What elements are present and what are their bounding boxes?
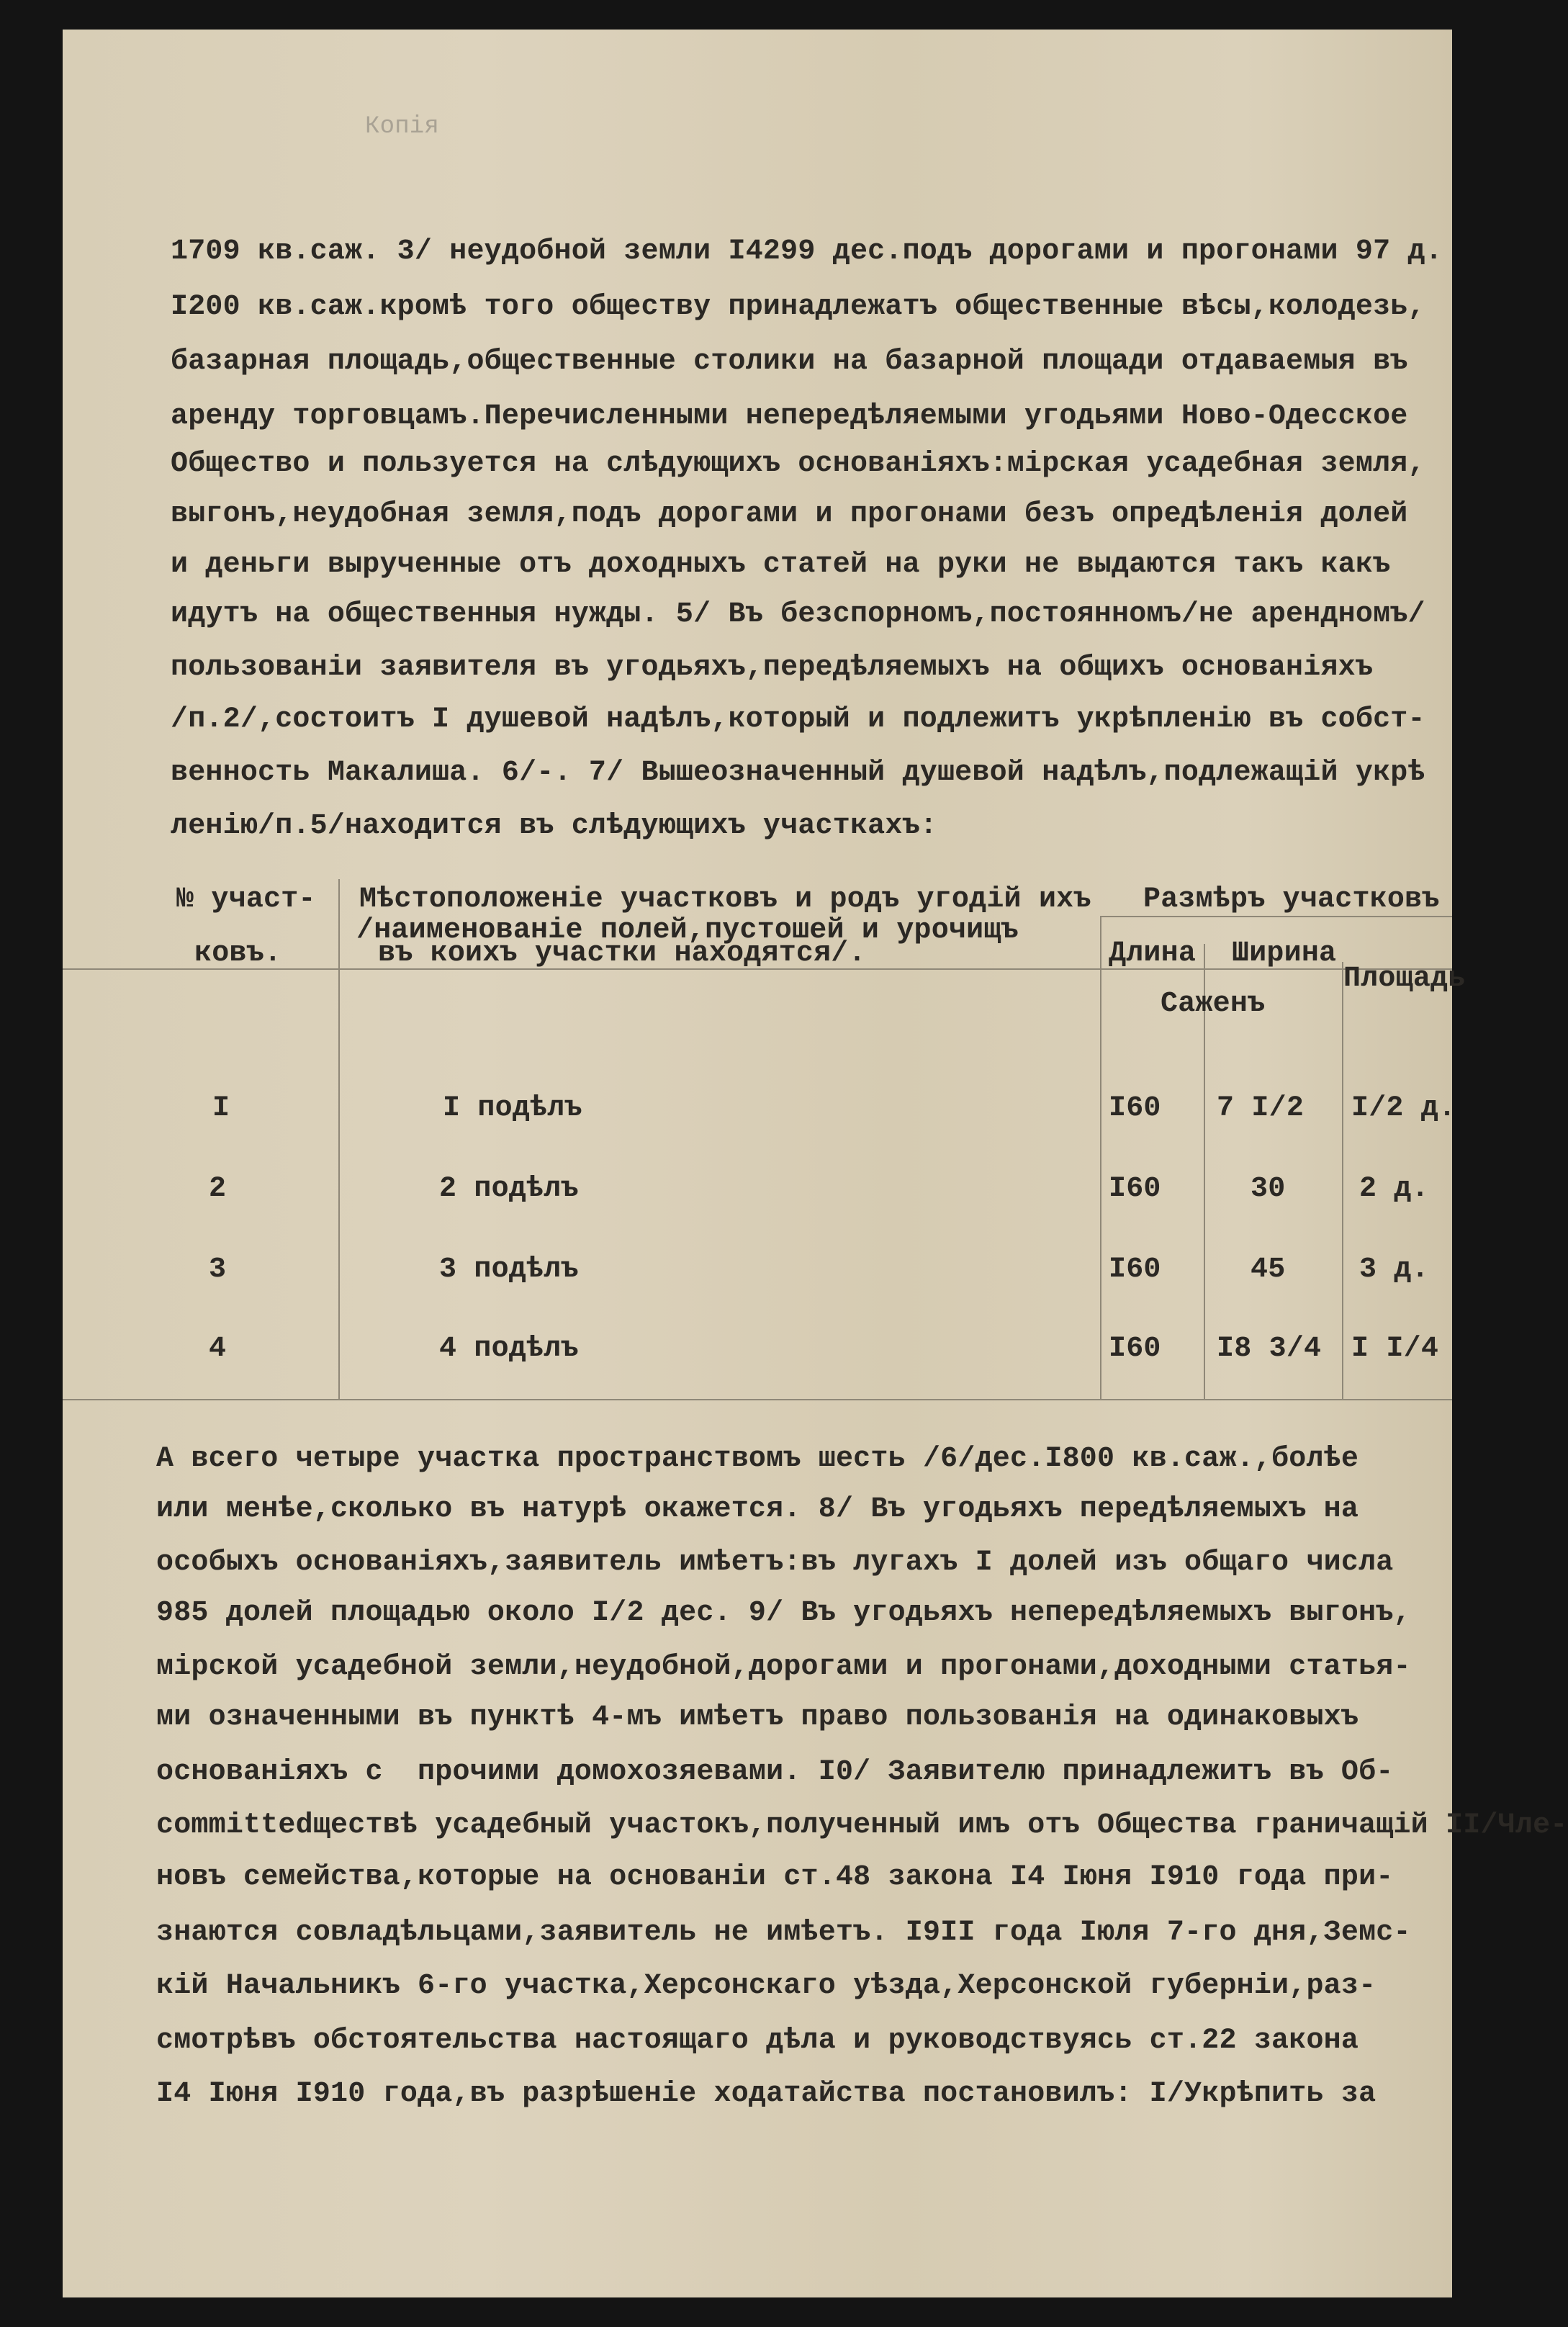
document-page <box>63 30 1568 2297</box>
text-line: committedществѣ усадебный участокъ,полученный имъ отъ Общества граничащiй II/Чле- <box>156 1809 1568 1842</box>
text-line: смотрѣвъ обстоятельства настоящаго дѣла и руководствуясь ст.22 закона <box>156 2025 1359 2057</box>
cell-location: 4 подѣлъ <box>439 1333 579 1365</box>
text-line: А всего четыре участка пространствомъ шесть /6/дес.I800 кв.саж.,болѣе <box>156 1443 1359 1475</box>
text-line: или менѣе,сколько въ натурѣ окажется. 8/ Въ угодьяхъ передѣляемыхъ на <box>156 1493 1359 1526</box>
text-line: венность Макалиша. 6/-. 7/ Вышеозначенный душевой надѣлъ,подлежащiй укрѣ <box>171 757 1425 789</box>
header-number: № участ- <box>176 883 316 916</box>
cell-length: I60 <box>1109 1092 1161 1125</box>
header-length: Длина <box>1109 937 1197 970</box>
cell-area: 3 д. <box>1359 1253 1429 1286</box>
cell-length: I60 <box>1109 1173 1161 1205</box>
table-bottom-line <box>63 1399 1452 1400</box>
header-width: Ширина <box>1232 937 1337 970</box>
header-location-cont: въ коихъ участки находятся/. <box>378 937 866 970</box>
header-size: Размѣръ участковъ <box>1143 883 1440 916</box>
cell-width: 7 I/2 <box>1217 1092 1305 1125</box>
cell-width: 30 <box>1251 1173 1286 1205</box>
cell-location: 2 подѣлъ <box>439 1173 579 1205</box>
text-line: кiй Начальникъ 6-го участка,Херсонскаго уѣзда,Херсонской губернiи,раз- <box>156 1970 1376 2002</box>
text-line: новъ семейства,которые на основанiи ст.48 закона I4 Iюня I910 года при- <box>156 1861 1394 1894</box>
cell-width: I8 3/4 <box>1217 1333 1322 1365</box>
column-divider <box>1100 916 1101 1399</box>
text-line: основанiяхъ с прочими домохозяевами. I0/ Заявителю принадлежитъ въ Об- <box>156 1756 1394 1788</box>
header-location-cont: /наименованiе полей,пустошей и урочищъ <box>356 914 1019 947</box>
cell-length: I60 <box>1109 1253 1161 1286</box>
text-line: I4 Iюня I910 года,въ разрѣшенiе ходатайства постановилъ: I/Укрѣпить за <box>156 2078 1376 2110</box>
cell-area: I I/4 <box>1351 1333 1439 1365</box>
cell-number: I <box>212 1092 230 1125</box>
cell-number: 4 <box>209 1333 227 1365</box>
text-line: /п.2/,состоитъ I душевой надѣлъ,который и подлежитъ укрѣпленiю въ собст- <box>171 703 1425 736</box>
text-line: пользованiи заявителя въ угодьяхъ,передѣляемыхъ на общихъ основанiяхъ <box>171 652 1374 684</box>
cell-length: I60 <box>1109 1333 1161 1365</box>
header-area: Площадь <box>1343 963 1466 995</box>
column-divider <box>338 879 340 1399</box>
text-line: ленiю/п.5/находится въ слѣдующихъ участкахъ: <box>171 810 937 842</box>
cell-area: I/2 д. <box>1351 1092 1456 1125</box>
text-line: ми означенными въ пунктѣ 4-мъ имѣетъ право пользованiя на одинаковыхъ <box>156 1701 1359 1734</box>
text-line: 1709 кв.саж. 3/ неудобной земли I4299 дес.подъ дорогами и прогонами 97 д. <box>171 235 1443 268</box>
header-number-cont: ковъ. <box>194 937 282 970</box>
header-unit: Саженъ <box>1161 988 1266 1020</box>
text-line: и деньги вырученные отъ доходныхъ статей на руки не выдаются такъ какъ <box>171 549 1391 581</box>
cell-number: 3 <box>209 1253 227 1286</box>
text-line: особыхъ основанiяхъ,заявитель имѣетъ:въ лугахъ I долей изъ общаго числа <box>156 1547 1394 1579</box>
text-line: мiрской усадебной земли,неудобной,дорогами и прогонами,доходными статья- <box>156 1651 1411 1683</box>
cell-width: 45 <box>1251 1253 1286 1286</box>
cell-number: 2 <box>209 1173 227 1205</box>
text-line: выгонъ,неудобная земля,подъ дорогами и прогонами безъ опредѣленiя долей <box>171 498 1408 531</box>
column-divider <box>1342 962 1343 1399</box>
cell-area: 2 д. <box>1359 1173 1429 1205</box>
text-line: идутъ на общественныя нужды. 5/ Въ безспорномъ,постоянномъ/не арендномъ/ <box>171 598 1425 631</box>
text-line: I200 кв.саж.кромѣ того обществу принадлежатъ общественные вѣсы,колодезь, <box>171 291 1425 323</box>
text-line: базарная площадь,общественные столики на базарной площади отдаваемыя въ <box>171 346 1408 378</box>
text-line: аренду торговцамъ.Перечисленными непередѣляемыми угодьями Ново-Одесское <box>171 400 1408 433</box>
text-line: Общество и пользуется на слѣдующихъ основанiяхъ:мiрская усадебная земля, <box>171 448 1425 480</box>
text-line: знаются совладѣльцами,заявитель не имѣетъ. I9II года Iюля 7-го дня,Земс- <box>156 1917 1411 1949</box>
header-location: Мѣстоположенiе участковъ и родъ угодiй ихъ <box>359 883 1091 916</box>
header-mark: Копія <box>365 113 440 140</box>
cell-location: I подѣлъ <box>443 1092 582 1125</box>
text-line: 985 долей площадью около I/2 дес. 9/ Въ угодьяхъ непередѣляемыхъ выгонъ, <box>156 1597 1411 1629</box>
cell-location: 3 подѣлъ <box>439 1253 579 1286</box>
